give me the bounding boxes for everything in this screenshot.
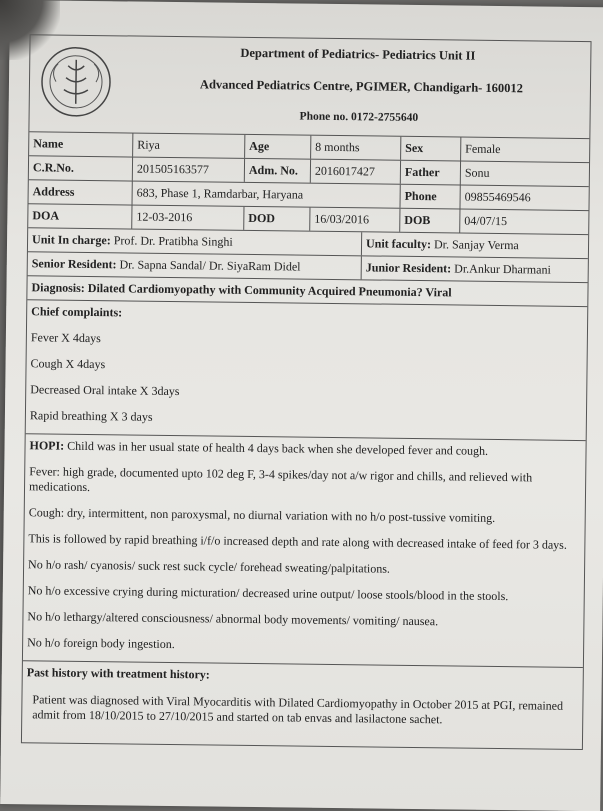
dod-label: DOD — [244, 207, 310, 231]
senior-resident — [28, 252, 362, 279]
department-title: Department of Pediatrics- Pediatrics Unit II — [240, 45, 476, 63]
hopi-item: No h/o excessive crying during micturation/ decreased urine output/ loose stools/blood in the stools. — [27, 583, 509, 604]
past-history-section — [22, 661, 583, 749]
patient-name: Riya — [133, 134, 245, 158]
age-label: Age — [245, 135, 311, 159]
hopi-item: Cough: dry, intermittent, non paroxysmal, no diurnal variation with no h/o post-tussive vomiting. — [28, 505, 496, 525]
complaint-item: Rapid breathing X 3 days — [29, 408, 153, 424]
junior-resident-label: Junior Resident: — [365, 260, 452, 276]
senior-resident-label: Senior Resident: — [31, 256, 117, 272]
hopi-intro: Child was in her usual state of health 4 days back when she developed fever and cough. — [67, 438, 489, 458]
hopi-item: This is followed by rapid breathing i/f/o increased depth and rate along with decreased intake of feed for 3 days. — [28, 531, 567, 552]
unit-incharge — [28, 228, 362, 255]
junior-resident — [362, 256, 588, 282]
patient-father: Sonu — [464, 165, 490, 180]
past-history-title: Past history with treatment history: — [26, 665, 210, 682]
phone-label: Phone — [400, 185, 460, 209]
chief-complaints-title: Chief complaints: — [31, 304, 123, 320]
photo-shadow — [0, 0, 60, 60]
hopi-item: No h/o lethargy/altered consciousness/ abnormal body movements/ vomiting/ nausea. — [27, 609, 439, 629]
patient-sex: Female — [465, 141, 501, 157]
unit-incharge-value: Prof. Dr. Pratibha Singhi — [113, 233, 233, 249]
unit-faculty-value: Dr. Sanjay Verma — [433, 237, 519, 253]
senior-resident-value: Dr. Sapna Sandal/ Dr. SiyaRam Didel — [119, 257, 301, 274]
complaint-item: Fever X 4days — [30, 330, 101, 346]
past-history-text: Patient was diagnosed with Viral Myocarditis with Dilated Cardiomyopathy in October 2015 at PGI, remained admit from 18/10/2015 to 27/10/2015 and started on tab envas and lasilactone sachet. — [32, 692, 564, 727]
patient-crno: 201505163577 — [133, 158, 245, 182]
name-label: Name — [29, 132, 133, 156]
diagnosis: Diagnosis: Dilated Cardiomyopathy with Community Acquired Pneumonia? Viral — [27, 276, 587, 307]
discharge-form — [21, 34, 592, 750]
institution-address: Advanced Pediatrics Centre, PGIMER, Chandigarh- 160012 — [199, 77, 524, 96]
dob-label: DOB — [400, 209, 460, 233]
sex-label: Sex — [401, 137, 461, 161]
unit-incharge-label: Unit In charge: — [31, 232, 111, 248]
patient-dob: 04/07/15 — [464, 213, 508, 229]
admno-label: Adm. No. — [245, 159, 311, 183]
address-label: Address — [29, 180, 133, 204]
patient-doa: 12-03-2016 — [132, 206, 244, 230]
patient-admno: 2016017427 — [311, 160, 401, 184]
patient-dod: 16/03/2016 — [310, 208, 400, 232]
hopi-section — [23, 434, 586, 668]
hopi-item: No h/o rash/ cyanosis/ suck rest suck cycle/ forehead sweating/palpitations. — [28, 557, 391, 576]
phone-number: Phone no. 0172-2755640 — [299, 110, 419, 124]
unit-faculty — [362, 232, 588, 258]
chief-complaints-section — [26, 300, 588, 441]
crno-label: C.R.No. — [29, 156, 133, 180]
complaint-item: Decreased Oral intake X 3days — [30, 382, 180, 399]
patient-age: 8 months — [311, 136, 401, 160]
doa-label: DOA — [28, 204, 132, 228]
hopi-intro-line — [29, 438, 581, 460]
hopi-item: Fever: high grade, documented upto 102 deg F, 3-4 spikes/day not a/w rigor and chills, and relieved with medications. — [28, 464, 533, 495]
complaint-item: Cough X 4days — [30, 356, 106, 372]
father-label: Father — [401, 161, 461, 185]
patient-address: 683, Phase 1, Ramdarbar, Haryana — [133, 182, 401, 208]
form-header — [29, 35, 590, 139]
hopi-item: No h/o foreign body ingestion. — [27, 635, 175, 652]
unit-faculty-label: Unit faculty: — [365, 236, 432, 252]
patient-phone: 09855469546 — [464, 189, 531, 205]
junior-resident-value: Dr.Ankur Dharmani — [454, 261, 551, 277]
hopi-title: HOPI: — [29, 438, 65, 453]
